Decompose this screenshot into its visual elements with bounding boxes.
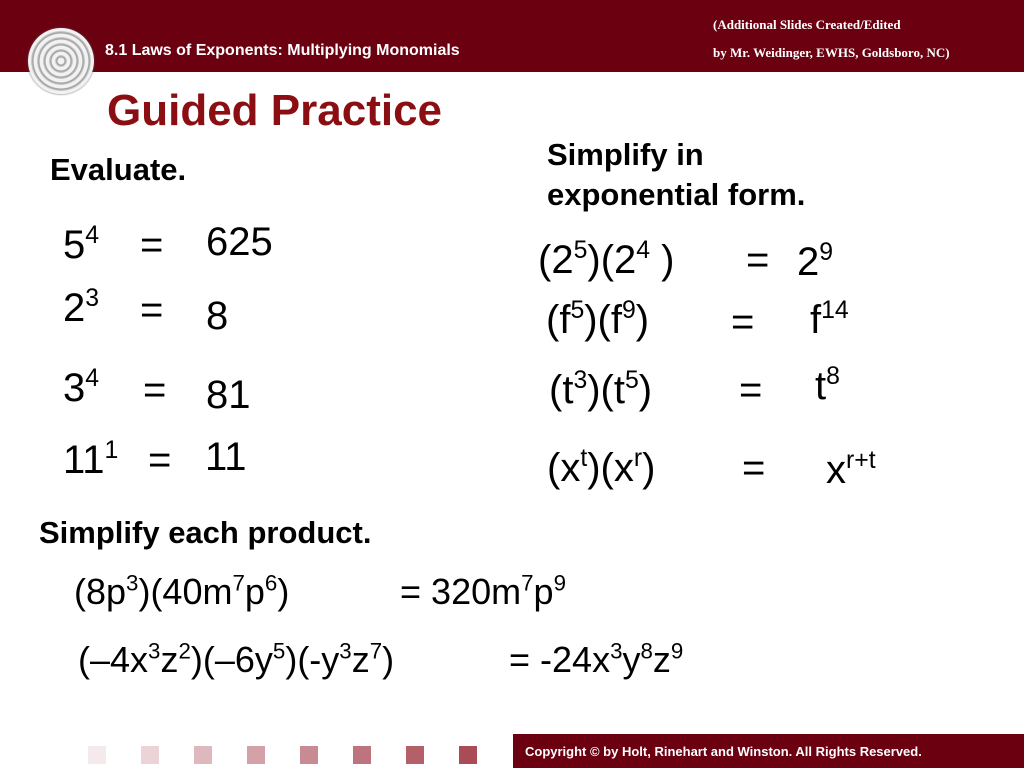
decor-square: [247, 746, 265, 764]
exponential-heading: Simplify in exponential form.: [547, 137, 806, 212]
exponential-answer: $f^{14}$: [810, 297, 849, 342]
exponential-answer: $x^{r+t}$: [826, 447, 876, 492]
exponential-expression: $(x^t)(x^r)$: [547, 445, 656, 490]
exponential-expression: $(2^5)(2^4$ ): [538, 237, 675, 282]
exponential-answer: $2^9$: [797, 239, 834, 284]
product-answer: = $-24x^3y^8z^9$: [509, 638, 684, 680]
equals-sign: =: [140, 223, 164, 267]
evaluate-expression: $5^4$: [63, 222, 100, 267]
evaluate-answer: 81: [206, 373, 251, 417]
product-expression: $(8p^3)(40m^7p^6)$: [74, 570, 290, 612]
evaluate-answer: 8: [206, 294, 229, 338]
equals-sign: =: [739, 368, 763, 412]
evaluate-heading: Evaluate.: [50, 152, 187, 187]
decor-square: [141, 746, 159, 764]
evaluate-expression: $3^4$: [63, 365, 100, 410]
products-heading: Simplify each product.: [39, 515, 372, 550]
product-answer: = $320m^7p^9$: [400, 570, 566, 612]
exponential-answer: $t^8$: [815, 363, 840, 408]
equals-sign: =: [143, 368, 167, 412]
decor-square: [353, 746, 371, 764]
evaluate-answer: 625: [206, 220, 273, 264]
equals-sign: =: [746, 238, 770, 282]
header-title: 8.1 Laws of Exponents: Multiplying Monomials: [105, 42, 460, 59]
exponential-expression: $(t^3)(t^5)$: [549, 367, 653, 412]
slide-title: Guided Practice: [107, 86, 443, 135]
equals-sign: =: [731, 300, 755, 344]
product-expression: $(-4x^3z^2)(-6y^5)(-y^3z^7)$: [78, 638, 395, 680]
evaluate-expression: $11^1$: [63, 437, 119, 482]
footer-bar: [513, 734, 1024, 768]
decor-square: [88, 746, 106, 764]
copyright-text: Copyright © by Holt, Rinehart and Winston. All Rights Reserved.: [525, 744, 922, 759]
credit-line-1: (Additional Slides Created/Edited: [713, 17, 901, 32]
header-banner: [0, 0, 1024, 72]
equals-sign: =: [742, 446, 766, 490]
decor-square: [194, 746, 212, 764]
equals-sign: =: [140, 288, 164, 332]
decor-square: [300, 746, 318, 764]
exponential-expression: $(f^5)(f^9)$: [546, 297, 650, 342]
disc-logo: [28, 28, 94, 94]
credit-line-2: by Mr. Weidinger, EWHS, Goldsboro, NC): [713, 45, 950, 60]
decor-square: [459, 746, 477, 764]
equals-sign: =: [148, 438, 172, 482]
evaluate-expression: $2^3$: [63, 285, 100, 330]
decor-square: [406, 746, 424, 764]
evaluate-answer: 11: [205, 435, 247, 479]
